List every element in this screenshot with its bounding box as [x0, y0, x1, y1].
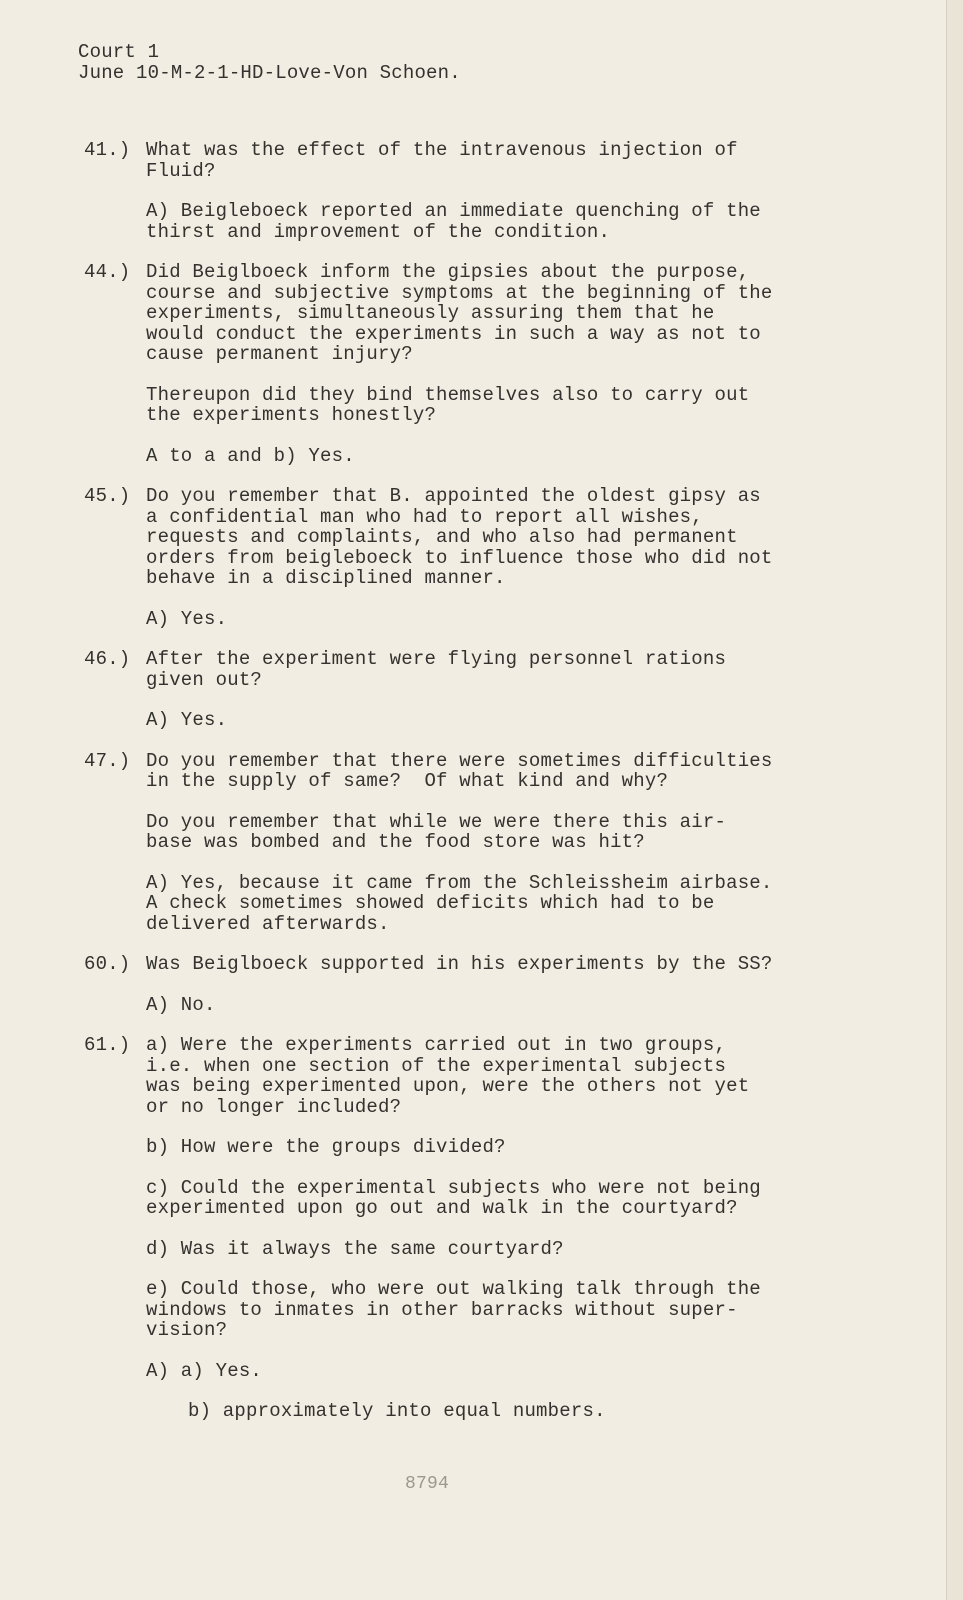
answer-text: A) Yes. [146, 709, 228, 731]
question-text: What was the effect of the intravenous injection of Fluid? [146, 139, 738, 182]
answer-text: A) Yes. [146, 607, 228, 630]
answer-text: A) No. [146, 993, 216, 1016]
question-text: c) Could the experimental subjects who were not being experimented upon go out and walk in the courtyard? [146, 1176, 761, 1219]
question-number: 45.) [84, 485, 131, 507]
session-line: June 10-M-2-1-HD-Love-Von Schoen. [78, 61, 461, 84]
question-text: a) Were the experiments carried out in two groups, i.e. when one section of the experimental subjects was being experimented upon, were the others not yet or no longer included? [146, 1034, 750, 1118]
question-text: After the experiment were flying personnel rations given out? [146, 648, 727, 691]
question-number: 60.) [84, 953, 131, 975]
question-number: 61.) [84, 1034, 131, 1056]
answer-text: A to a and b) Yes. [146, 444, 355, 467]
question-number: 46.) [84, 648, 131, 670]
question-number: 47.) [84, 749, 131, 772]
question-text: b) How were the groups divided? [146, 1136, 506, 1158]
question-number: 44.) [84, 261, 131, 283]
court-line: Court 1 [78, 41, 160, 63]
answer-text: A) Beigleboeck reported an immediate quenching of the thirst and improvement of the condition. [146, 200, 761, 243]
answer-text: A) Yes, because it came from the Schleissheim airbase. A check sometimes showed deficits which had to be delivered afterwards. [146, 871, 773, 935]
answer-sub-text: b) approximately into equal numbers. [188, 1400, 606, 1422]
question-text: Thereupon did they bind themselves also to carry out the experiments honestly? [146, 383, 750, 426]
question-text: Do you remember that B. appointed the oldest gipsy as a confidential man who had to report all wishes, requests and complaints, and who also had permanent orders from beigleboeck to influence those who did not behave in a disciplined manner. [146, 485, 773, 589]
document-header [78, 42, 461, 83]
question-text: e) Could those, who were out walking talk through the windows to inmates in other barracks without super- vision? [146, 1278, 761, 1341]
question-number: 41.) [84, 139, 131, 161]
question-text: Was Beiglboeck supported in his experiments by the SS? [146, 953, 773, 975]
question-item [0, 649, 947, 731]
question-item [0, 486, 947, 629]
page-number: 8794 [405, 1474, 450, 1494]
question-item [0, 262, 947, 466]
question-item [0, 140, 947, 242]
question-text: Do you remember that while we were there this air- base was bombed and the food store was hit? [146, 810, 727, 853]
question-item [0, 751, 947, 935]
question-text: Did Beiglboeck inform the gipsies about the purpose, course and subjective symptoms at the beginning of the experiments, simultaneously assuring them that he would conduct the experiments in such a way as not to cause permanent injury? [146, 261, 773, 365]
questions-list [0, 140, 947, 1442]
answer-text: A) a) Yes. [146, 1359, 263, 1382]
question-item [0, 954, 947, 1015]
question-item [0, 1035, 947, 1422]
question-text: Do you remember that there were sometimes difficulties in the supply of same? Of what kind and why? [146, 749, 773, 792]
question-text: d) Was it always the same courtyard? [146, 1237, 564, 1260]
